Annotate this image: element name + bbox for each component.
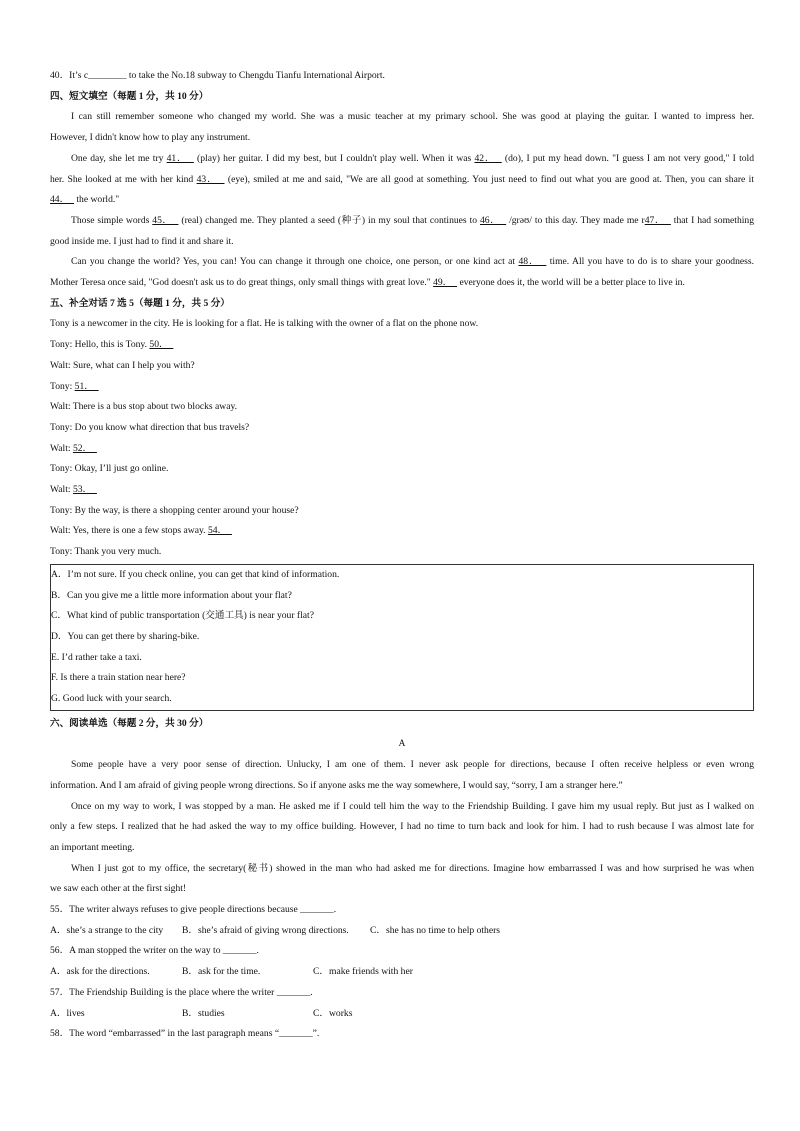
option-b: B．Can you give me a little more information about your flat?: [51, 589, 292, 601]
option-c: C．What kind of public transportation (交通工具) is near your flat?: [51, 610, 314, 622]
text: Tony: Hello, this is Tony.: [50, 339, 150, 351]
dialogue-intro: Tony is a newcomer in the city. He is looking for a flat. He is talking with the owner of a flat on the phone now.: [50, 318, 479, 330]
s6-paragraph-3-line-1: When I just got to my office, the secretary(秘书) showed in the man who had asked me for directions. Imagine how embarrassed I was and how surprised he was when: [71, 862, 754, 874]
question-55: 55．The writer always refuses to give people directions because _______.: [50, 904, 337, 916]
text: Walt:: [50, 484, 73, 496]
text: the world.": [73, 194, 120, 206]
text: One day, she let me try: [71, 152, 167, 164]
blank-48[interactable]: 48．: [518, 256, 547, 268]
dialogue-line: Walt: Sure, what can I help you with?: [50, 359, 195, 371]
q56-option-b[interactable]: B．ask for the time.: [182, 966, 261, 978]
text: Mother Teresa once said, "God doesn't ask us to do great things, only small things with great love.": [50, 277, 434, 289]
s4-paragraph-1-line-2: However, I didn't know how to play any instrument.: [50, 132, 251, 144]
q56-option-a[interactable]: A．ask for the directions.: [50, 966, 150, 978]
dialogue-line: [50, 480, 754, 501]
question-56: 56．A man stopped the writer on the way to _______.: [50, 945, 259, 957]
text: Those simple words: [71, 214, 153, 226]
q57-option-b[interactable]: B．studies: [182, 1007, 225, 1019]
dialogue-line: Tony: Do you know what direction that bus travels?: [50, 421, 250, 433]
s4-paragraph-3-line-1: [50, 211, 754, 232]
dialogue-line: Walt: There is a bus stop about two blocks away.: [50, 401, 238, 413]
blank-54[interactable]: 54．: [207, 525, 232, 537]
s4-paragraph-2-line-1: [50, 149, 754, 170]
q55-option-b[interactable]: B．she’s afraid of giving wrong directions.: [182, 924, 349, 936]
q56-option-c[interactable]: C．make friends with her: [313, 966, 413, 978]
option-g: G. Good luck with your search.: [51, 693, 172, 704]
option-a: A．I’m not sure. If you check online, you can get that kind of information.: [51, 568, 340, 580]
question-56-options: [50, 962, 754, 983]
s6-paragraph-1-line-2: information. And I am afraid of giving people wrong directions. So if anyone asks me the way somewhere, I would say, “sorry, I am a stranger here.”: [50, 779, 623, 791]
section-6-heading: 六、阅读单选（每题 2 分，共 30 分）: [50, 717, 209, 729]
question-40: 40．It’s c________ to take the No.18 subway to Chengdu Tianfu International Airport.: [50, 70, 385, 81]
q55-option-a[interactable]: A．she’s a strange to the city: [50, 924, 164, 936]
option-f: F. Is there a train station near here?: [51, 672, 186, 684]
question-57: 57．The Friendship Building is the place where the writer _______.: [50, 986, 313, 998]
question-57-options: [50, 1004, 754, 1025]
option-e: E. I’d rather take a taxi.: [51, 651, 142, 663]
question-55-options: [50, 921, 754, 942]
q55-option-c[interactable]: C．she has no time to help others: [370, 924, 501, 936]
section-5-heading: 五、补全对话 7 选 5（每题 1 分，共 5 分）: [50, 297, 230, 309]
blank-53[interactable]: 53．: [72, 484, 97, 496]
blank-46[interactable]: 46．: [480, 214, 507, 226]
text: (real) changed me. They planted a seed (种子) in my soul that continues to: [178, 214, 480, 226]
blank-44[interactable]: 44．: [50, 194, 74, 206]
blank-42[interactable]: 42．: [474, 152, 502, 164]
s4-paragraph-4-line-2: [50, 273, 754, 294]
s4-paragraph-1-line-1: I can still remember someone who changed my world. She was a music teacher at my primary school. She was good at playing the guitar. I wanted to impress her.: [71, 111, 754, 123]
blank-47[interactable]: 47．: [644, 214, 671, 226]
text: Can you change the world? Yes, you can! You can change it through one choice, one person, or one kind act at: [71, 256, 519, 268]
dialogue-line: Tony: Thank you very much.: [50, 546, 162, 558]
exam-page: [50, 66, 754, 1045]
text: everyone does it, the world will be a better place to live in.: [457, 277, 685, 289]
text: (eye), smiled at me and said, "We are all good at something. You just need to find out what you are good at. Then, you can share it: [224, 173, 754, 185]
question-58: 58．The word “embarrassed” in the last paragraph means “_______”.: [50, 1028, 320, 1040]
dialogue-line: [50, 521, 754, 542]
passage-label: A: [398, 738, 406, 750]
dialogue-options-box: [50, 564, 754, 711]
s6-paragraph-2-line-1: Once on my way to work, I was stopped by a man. He asked me if I could tell him the way to the Friendship Building. I gave him my usual reply. But just as I walked on: [71, 800, 754, 812]
s6-paragraph-2-line-3: an important meeting.: [50, 841, 135, 853]
q57-option-a[interactable]: A．lives: [50, 1007, 85, 1019]
section-4-heading: 四、短文填空（每题 1 分，共 10 分）: [50, 90, 209, 102]
text: time. All you have to do is to share your goodness.: [546, 256, 754, 268]
text: Walt:: [50, 442, 73, 454]
s4-paragraph-3-line-2: good inside me. I just had to find it and share it.: [50, 235, 234, 247]
s4-paragraph-2-line-2: [50, 170, 754, 191]
blank-49[interactable]: 49．: [433, 277, 458, 289]
s6-paragraph-2-line-2: only a few steps. I realized that he had asked the way to my office building. However, I had no time to turn back and look for him. I had to rush because I was almost late for: [50, 821, 754, 833]
s4-paragraph-2-line-3: [50, 190, 754, 211]
text: that I had something: [670, 214, 754, 226]
option-d: D．You can get there by sharing-bike.: [51, 630, 200, 642]
text: (play) her guitar. I did my best, but I couldn't play well. When it was: [193, 152, 475, 164]
s4-paragraph-4-line-1: [50, 252, 754, 273]
text: /grəʊ/ to this day. They made me r: [506, 214, 645, 226]
s6-paragraph-1-line-1: Some people have a very poor sense of direction. Unlucky, I am one of them. I never ask people for directions, because I often receive helpless or even wrong: [71, 759, 754, 771]
dialogue-line: Tony: Okay, I’ll just go online.: [50, 463, 169, 475]
text: (do), I put my head down. "I guess I am not very good," I told: [501, 152, 754, 164]
s6-paragraph-3-line-2: we saw each other at the first sight!: [50, 883, 187, 895]
text: Walt: Yes, there is one a few stops away.: [50, 525, 208, 537]
dialogue-line: [50, 335, 754, 356]
blank-41[interactable]: 41．: [166, 152, 194, 164]
blank-52[interactable]: 52．: [72, 442, 97, 454]
blank-45[interactable]: 45．: [152, 214, 179, 226]
dialogue-line: [50, 439, 754, 460]
blank-43[interactable]: 43．: [196, 173, 225, 185]
text: her. She looked at me with her kind: [50, 173, 197, 185]
blank-50[interactable]: 50．: [149, 339, 174, 351]
dialogue-line: Tony: By the way, is there a shopping center around your house?: [50, 504, 299, 516]
text: Tony:: [50, 380, 75, 392]
blank-51[interactable]: 51．: [74, 380, 99, 392]
dialogue-line: [50, 377, 754, 398]
q57-option-c[interactable]: C．works: [313, 1007, 353, 1019]
